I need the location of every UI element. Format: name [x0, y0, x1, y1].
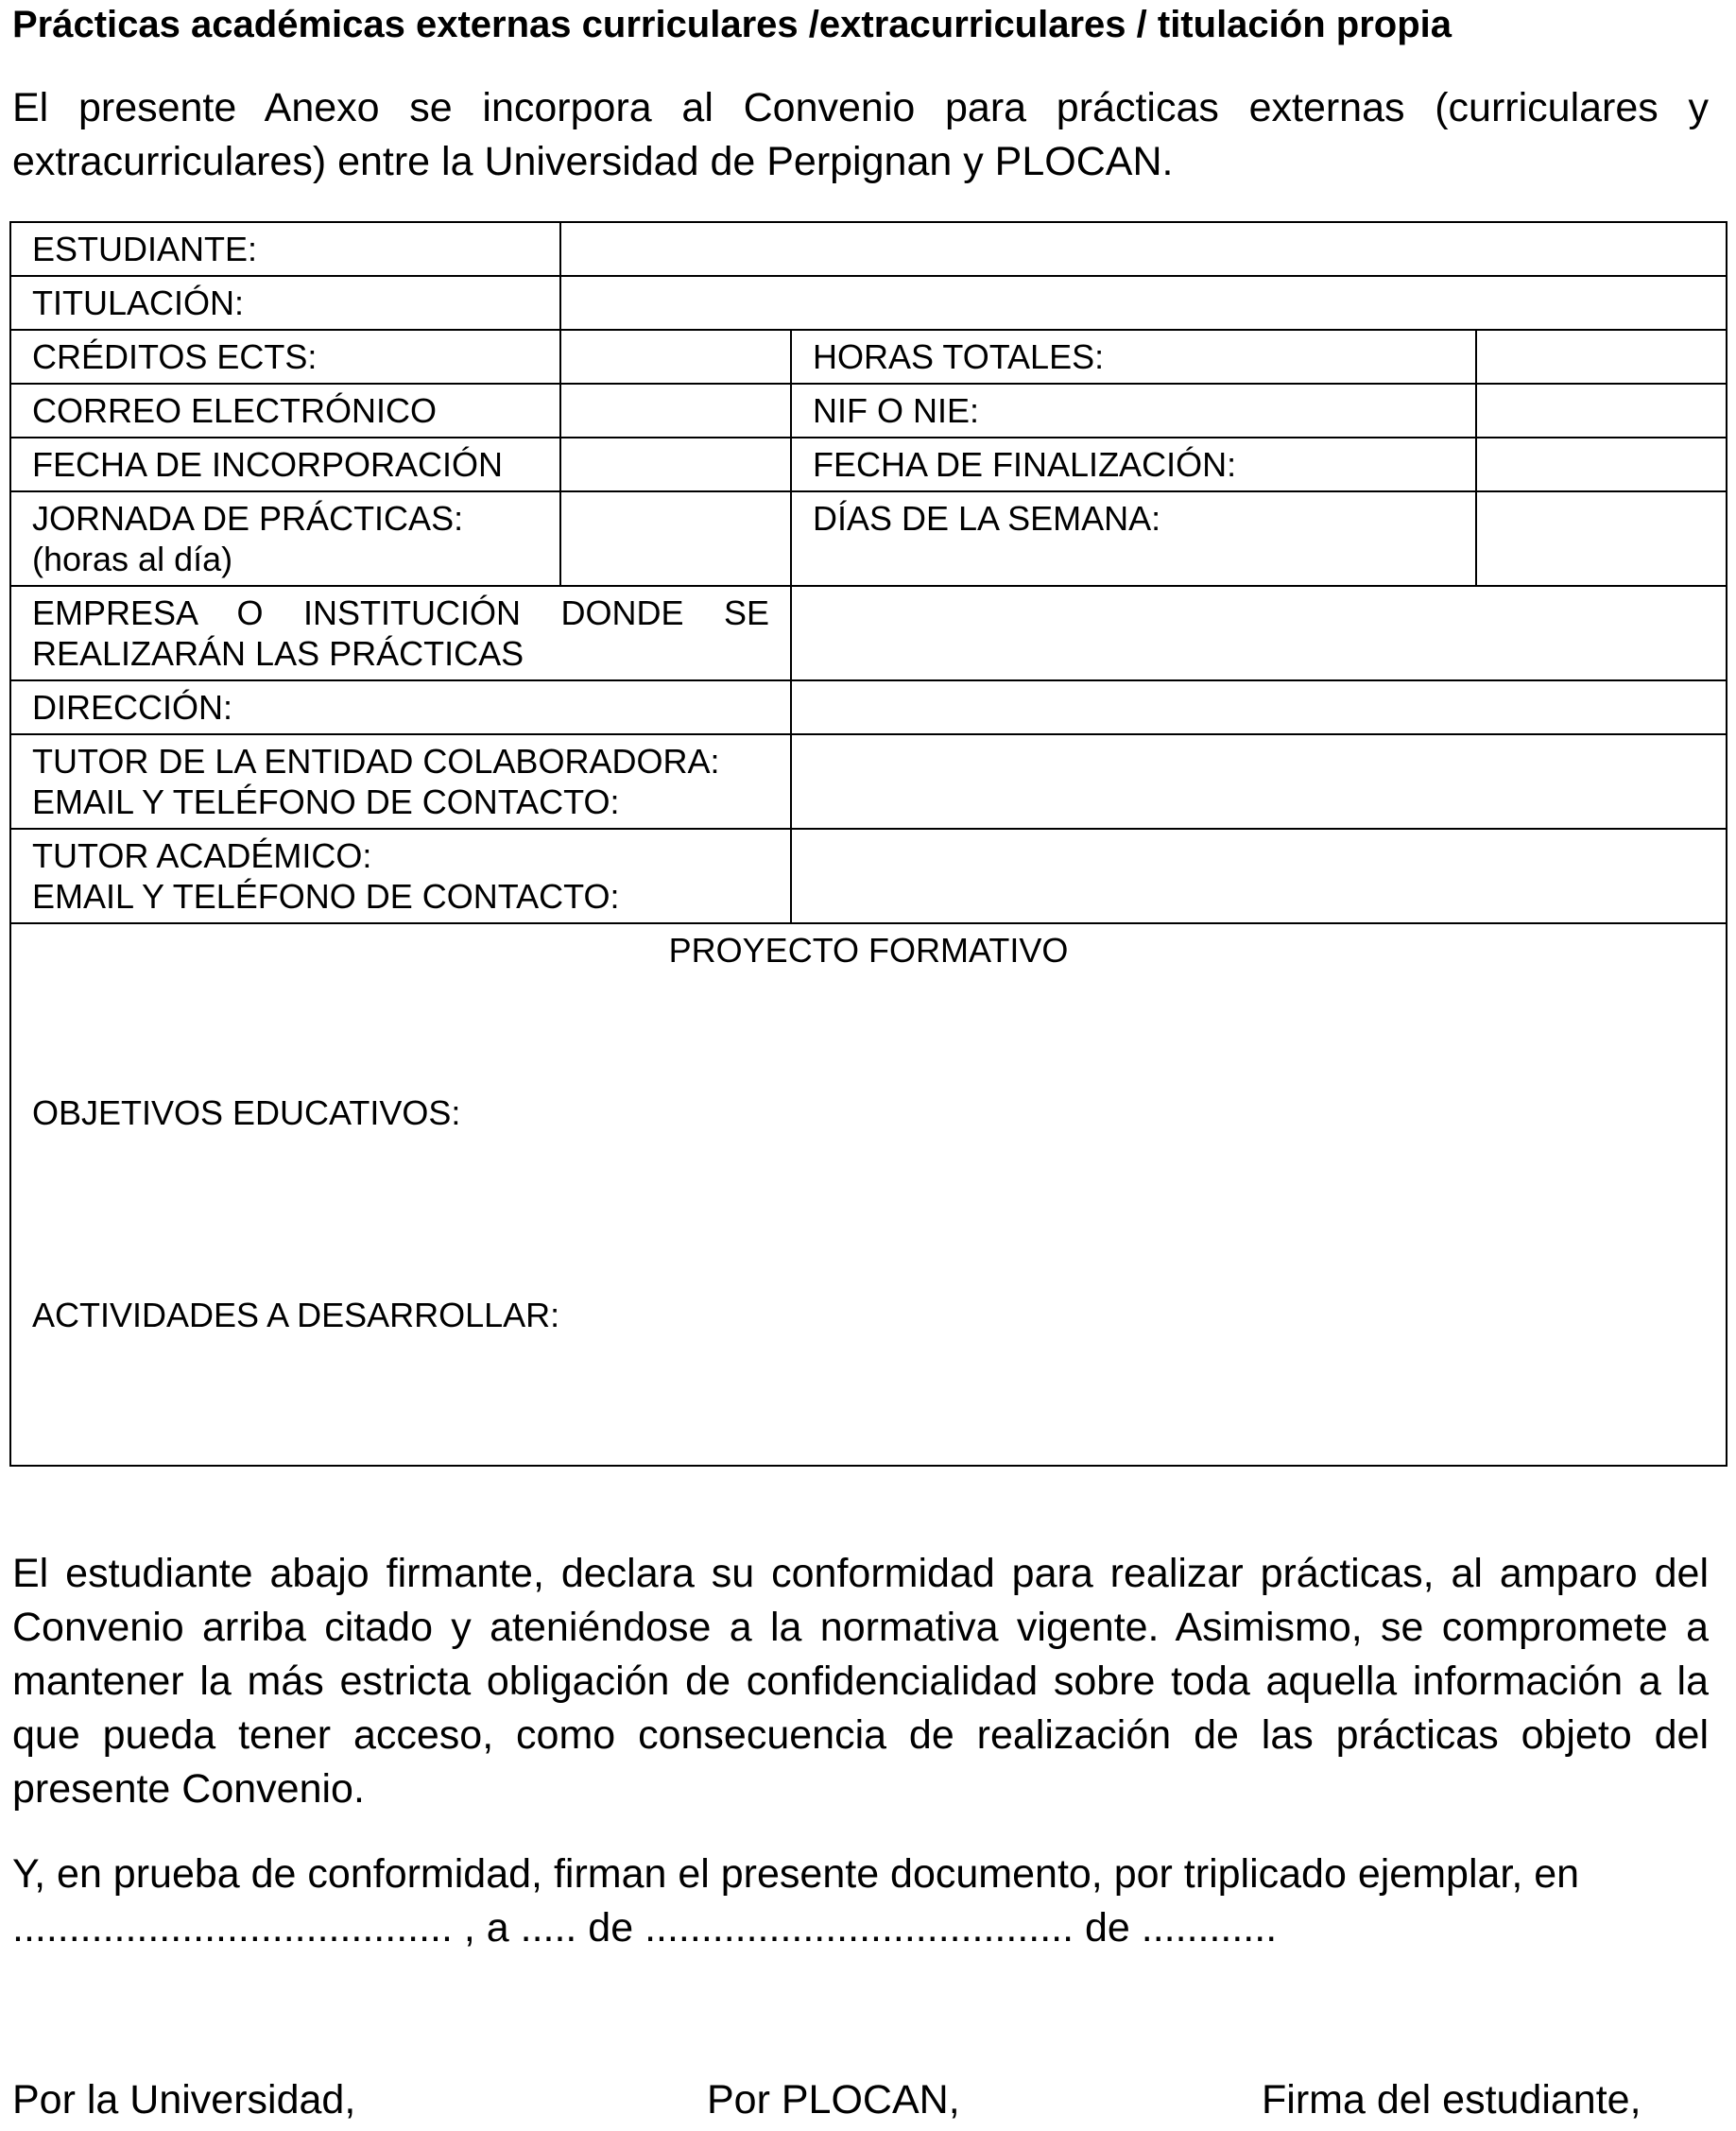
- internship-form-table: [9, 221, 1727, 1467]
- email-field[interactable]: [560, 384, 791, 438]
- entity-tutor-field[interactable]: [791, 734, 1727, 829]
- ects-credits-label: CRÉDITOS ECTS:: [10, 330, 560, 384]
- agreement-paragraph: [12, 1847, 1709, 1955]
- workday-label-line2: (horas al día): [32, 540, 233, 578]
- start-date-label: FECHA DE INCORPORACIÓN: [10, 438, 560, 491]
- nif-nie-label: NIF O NIE:: [791, 384, 1476, 438]
- page-title: Prácticas académicas externas curriculares /extracurriculares / titulación propia: [12, 4, 1452, 45]
- nif-nie-field[interactable]: [1476, 384, 1727, 438]
- email-label: CORREO ELECTRÓNICO: [10, 384, 560, 438]
- academic-tutor-label-line2: EMAIL Y TELÉFONO DE CONTACTO:: [32, 877, 620, 916]
- total-hours-label: HORAS TOTALES:: [791, 330, 1476, 384]
- student-label: ESTUDIANTE:: [10, 222, 560, 276]
- educational-objectives-label: OBJETIVOS EDUCATIVOS:: [32, 1093, 461, 1132]
- workday-label-line1: JORNADA DE PRÁCTICAS:: [32, 499, 464, 538]
- company-field[interactable]: [791, 586, 1727, 680]
- entity-tutor-label-line2: EMAIL Y TELÉFONO DE CONTACTO:: [32, 782, 620, 821]
- week-days-label: DÍAS DE LA SEMANA:: [791, 491, 1476, 586]
- entity-tutor-label: [10, 734, 791, 829]
- week-days-field[interactable]: [1476, 491, 1727, 586]
- total-hours-field[interactable]: [1476, 330, 1727, 384]
- workday-label: [10, 491, 560, 586]
- training-project-title: PROYECTO FORMATIVO: [668, 931, 1069, 970]
- academic-tutor-label: [10, 829, 791, 923]
- workday-field[interactable]: [560, 491, 791, 586]
- agreement-date-placeholder: ....................................... , a ..... de ...................................... de ............: [12, 1905, 1278, 1951]
- ects-credits-field[interactable]: [560, 330, 791, 384]
- training-project-section[interactable]: [10, 923, 1727, 1466]
- end-date-field[interactable]: [1476, 438, 1727, 491]
- entity-tutor-label-line1: TUTOR DE LA ENTIDAD COLABORADORA:: [32, 742, 720, 781]
- student-declaration: El estudiante abajo firmante, declara su conformidad para realizar prácticas, al amparo del Convenio arriba citado y ateniéndose a la normativa vigente. Asimismo, se compromete a mantener la más estricta obligación de confidencialidad sobre toda aquella información a la que pueda tener acceso, como consecuencia de realización de las prácticas objeto del presente Convenio.: [12, 1551, 1709, 1812]
- signature-student-label: Firma del estudiante,: [1262, 2077, 1641, 2122]
- signature-university-label: Por la Universidad,: [12, 2077, 356, 2122]
- company-label: EMPRESA O INSTITUCIÓN DONDE SE REALIZARÁN LAS PRÁCTICAS: [10, 586, 791, 680]
- address-field[interactable]: [791, 680, 1727, 734]
- academic-tutor-label-line1: TUTOR ACADÉMICO:: [32, 836, 372, 875]
- address-label: DIRECCIÓN:: [10, 680, 791, 734]
- end-date-label: FECHA DE FINALIZACIÓN:: [791, 438, 1476, 491]
- signature-plocan-label: Por PLOCAN,: [707, 2077, 960, 2122]
- academic-tutor-field[interactable]: [791, 829, 1727, 923]
- degree-label: TITULACIÓN:: [10, 276, 560, 330]
- intro-paragraph: El presente Anexo se incorpora al Convenio para prácticas externas (curriculares y extracurriculares) entre la Universidad de Perpignan y PLOCAN.: [12, 85, 1709, 184]
- degree-field[interactable]: [560, 276, 1727, 330]
- student-field[interactable]: [560, 222, 1727, 276]
- agreement-line1: Y, en prueba de conformidad, firman el presente documento, por triplicado ejemplar, en: [12, 1851, 1580, 1897]
- start-date-field[interactable]: [560, 438, 791, 491]
- activities-label: ACTIVIDADES A DESARROLLAR:: [32, 1296, 560, 1334]
